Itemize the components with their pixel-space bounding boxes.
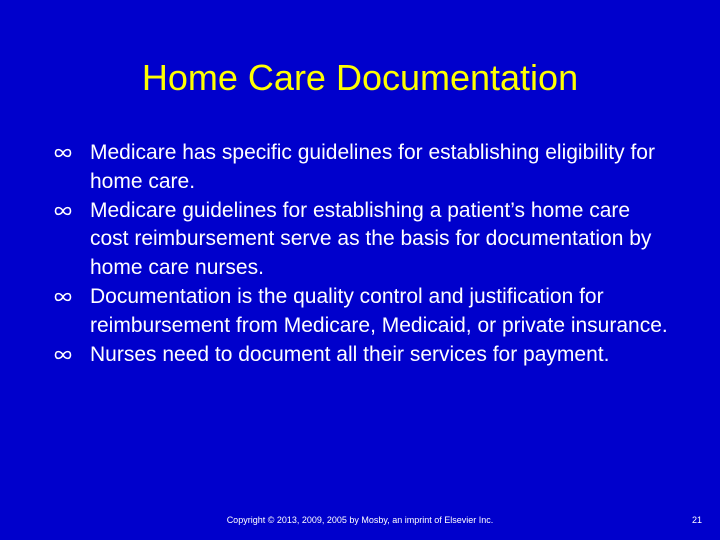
bullet-item	[54, 197, 674, 283]
infinity-bullet-icon	[54, 348, 72, 362]
infinity-bullet-icon	[54, 146, 72, 160]
bullet-text: Nurses need to document all their services for payment.	[90, 342, 610, 366]
bullet-item	[54, 341, 674, 370]
bullet-item	[54, 139, 674, 197]
bullet-text: Medicare guidelines for establishing a patient’s home care cost reimbursement serve as the basis for documentation by home care nurses.	[90, 198, 652, 280]
copyright-footer: Copyright © 2013, 2009, 2005 by Mosby, an imprint of Elsevier Inc.	[226, 515, 494, 525]
infinity-bullet-icon	[54, 204, 72, 218]
page-number: 21	[691, 515, 702, 525]
bullet-item	[54, 283, 674, 341]
infinity-bullet-icon	[54, 290, 72, 304]
bullet-list	[54, 139, 674, 369]
slide-title: Home Care Documentation	[141, 57, 579, 98]
bullet-text: Documentation is the quality control and justification for reimbursement from Medicare, Medicaid, or private insurance.	[90, 284, 668, 337]
bullet-text: Medicare has specific guidelines for establishing eligibility for home care.	[90, 141, 655, 193]
